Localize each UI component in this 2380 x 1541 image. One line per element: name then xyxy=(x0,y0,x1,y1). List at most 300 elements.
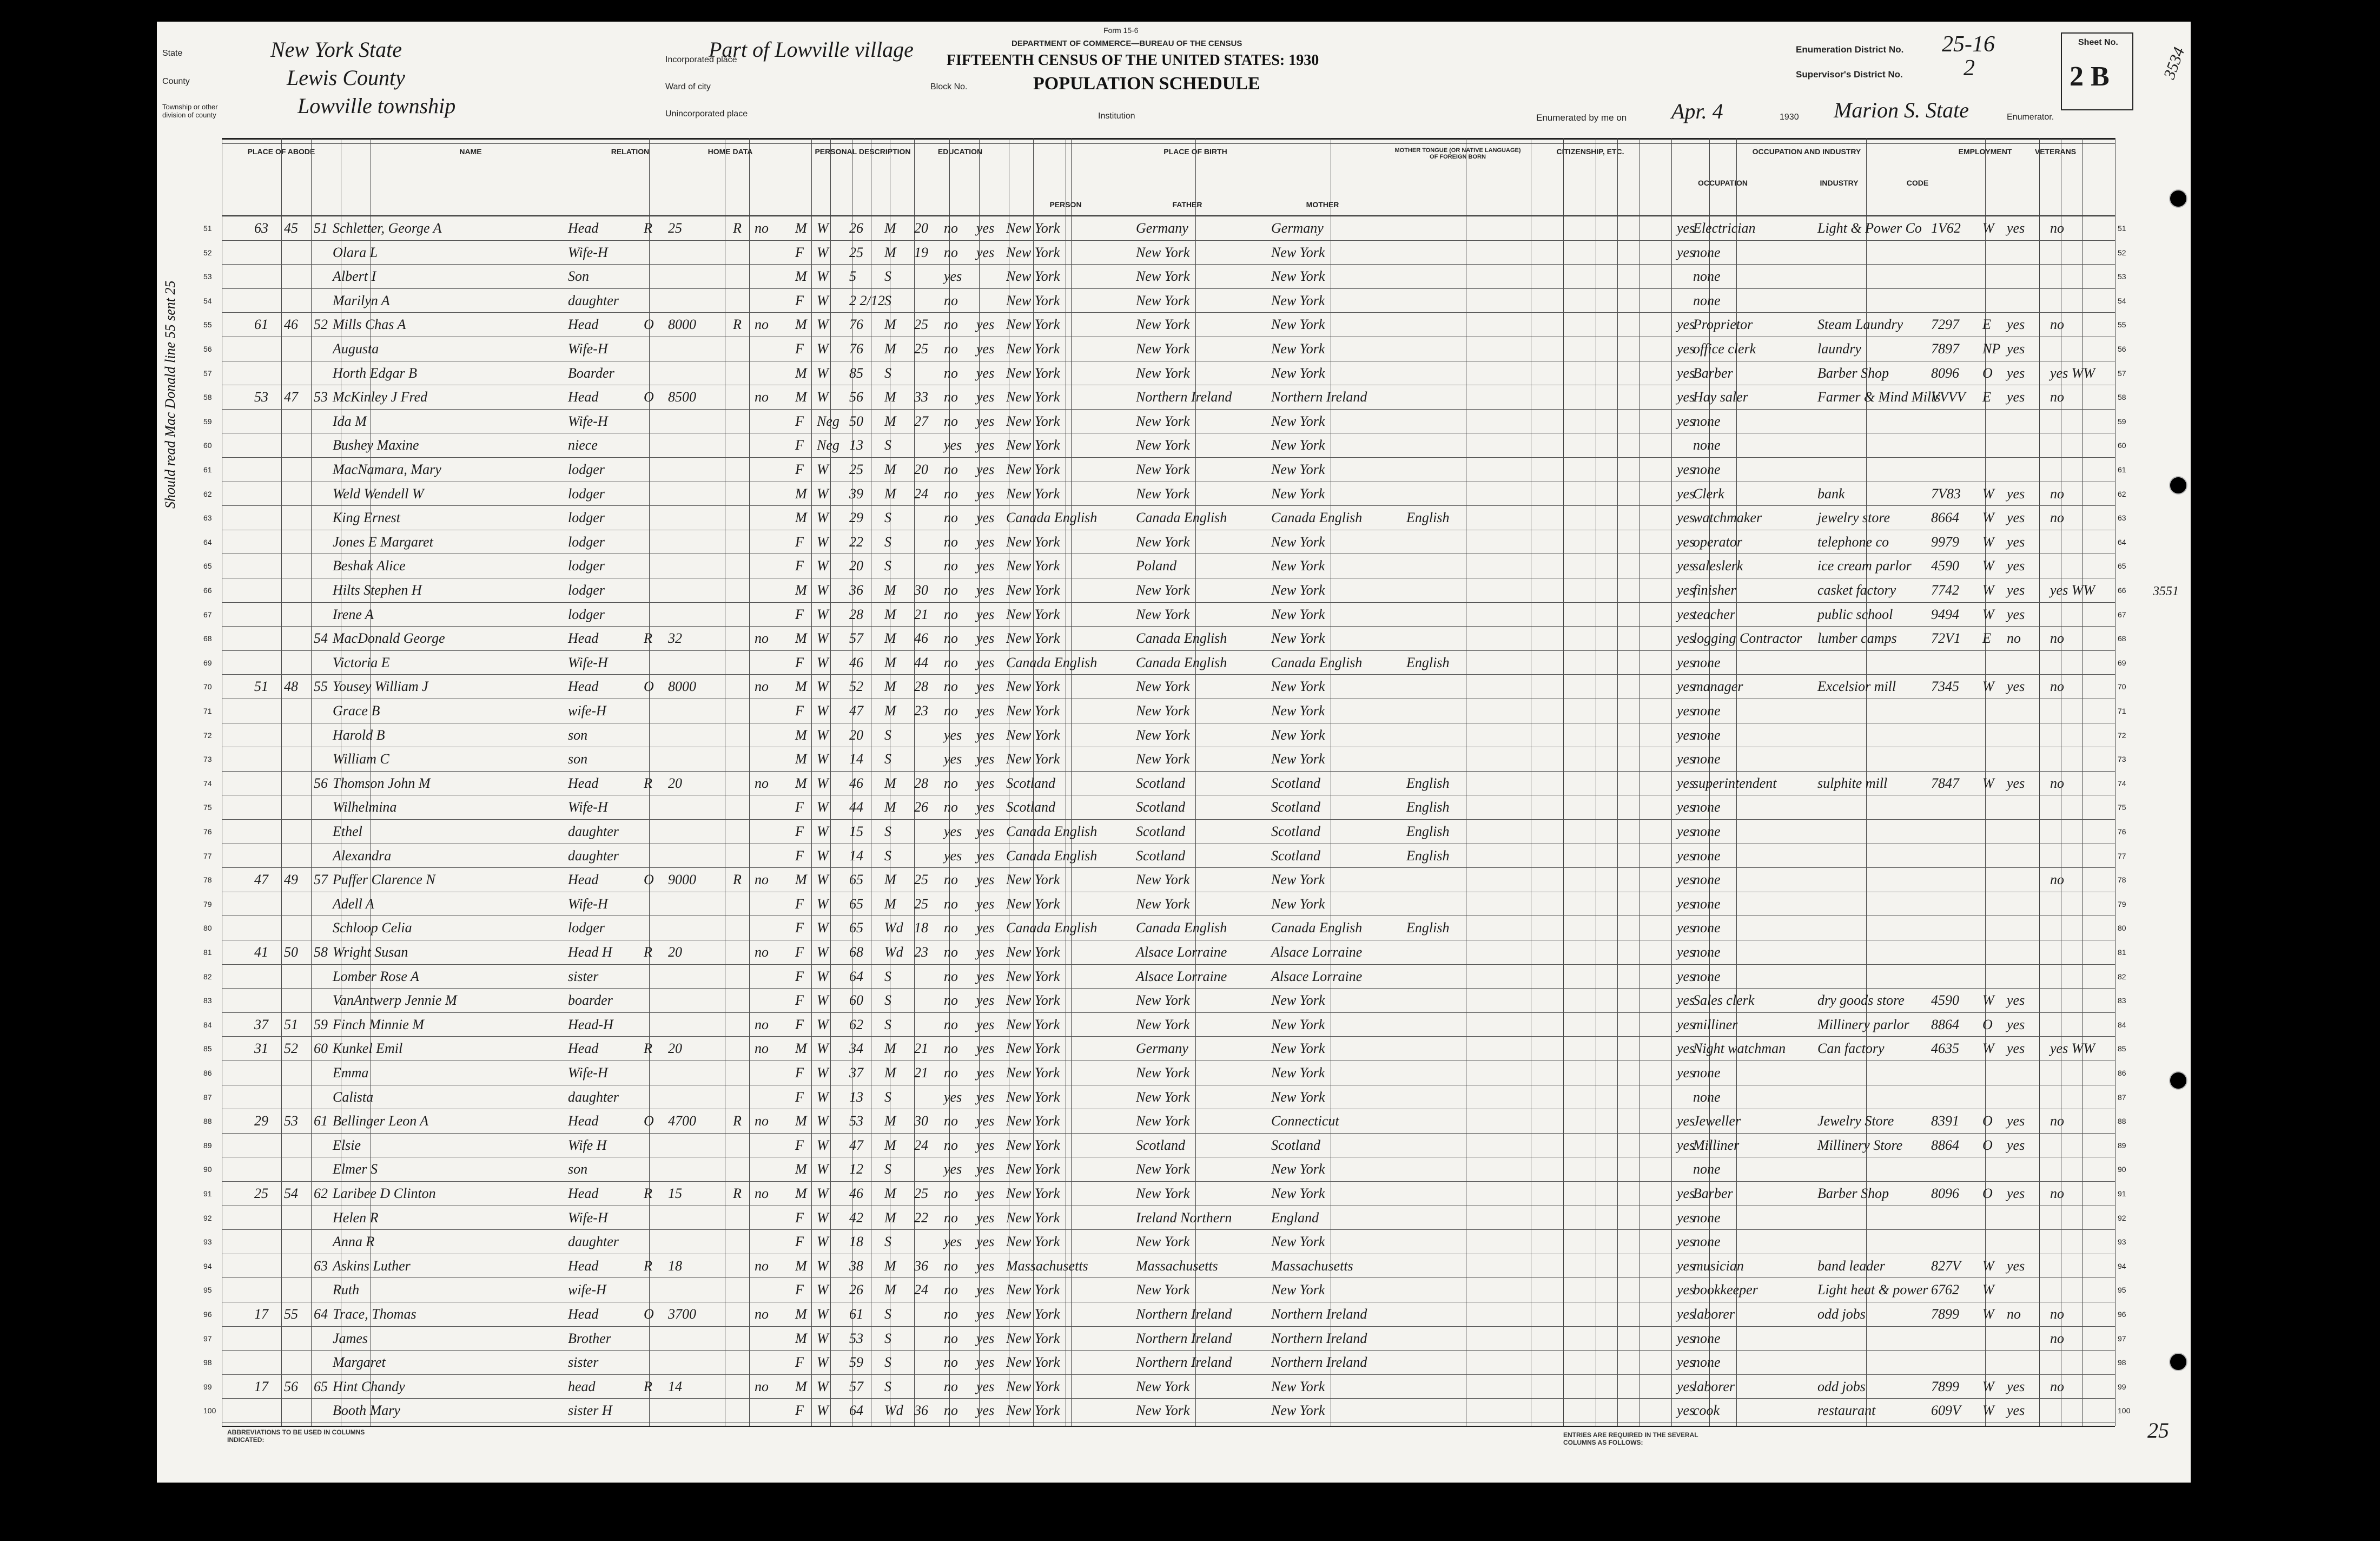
cell-house xyxy=(254,820,281,844)
cell-age-married xyxy=(914,820,941,844)
cell-marital: M xyxy=(884,630,896,647)
table-row xyxy=(203,578,2126,603)
cell-dwelling xyxy=(284,578,311,603)
cell-relation: Head xyxy=(568,1186,599,1201)
table-row xyxy=(203,1157,2126,1182)
cell-value xyxy=(668,433,728,458)
cell-house xyxy=(254,747,281,772)
cell-sex: F xyxy=(795,847,804,864)
cell-value xyxy=(668,410,728,434)
cell-name: Alexandra xyxy=(333,847,392,864)
cell-marital: M xyxy=(884,799,896,815)
cell-tongue xyxy=(1406,554,1482,578)
cell-read: yes xyxy=(976,341,995,357)
cell-sex: M xyxy=(795,582,807,598)
cell-name: McKinley J Fred xyxy=(333,389,428,405)
cell-house xyxy=(254,1061,281,1085)
cell-work xyxy=(2007,699,2034,723)
cell-mother: New York xyxy=(1271,1161,1325,1177)
cell-industry: odd jobs xyxy=(1817,1378,1866,1394)
cell-mother: Germany xyxy=(1271,220,1324,236)
cell-industry: jewelry store xyxy=(1817,510,1890,526)
cell-vet xyxy=(2050,747,2110,772)
cell-farm xyxy=(755,603,782,627)
cell-house xyxy=(254,892,281,917)
cell-mother: Alsace Lorraine xyxy=(1271,968,1363,984)
line-number-right: 85 xyxy=(2118,1044,2126,1053)
cell-class xyxy=(1982,795,2004,820)
cell-farm: no xyxy=(755,1257,769,1274)
cell-family: 53 xyxy=(314,389,328,405)
cell-sex: F xyxy=(795,558,804,574)
cell-class xyxy=(1982,1157,2004,1182)
cell-radio xyxy=(733,1278,752,1302)
cell-code xyxy=(1931,844,1980,868)
cell-house xyxy=(254,265,281,289)
cell-tenure xyxy=(644,1206,665,1230)
cell-dwelling xyxy=(284,458,311,482)
cell-tongue xyxy=(1406,578,1482,603)
table-row xyxy=(203,265,2126,289)
cell-marital: M xyxy=(884,654,896,670)
table-row xyxy=(203,1182,2126,1206)
cell-value xyxy=(668,530,728,555)
cell-code: 4590 xyxy=(1931,992,1959,1009)
cell-radio xyxy=(733,1351,752,1375)
cell-sex: F xyxy=(795,1354,804,1371)
cell-father: New York xyxy=(1136,341,1190,357)
cell-house xyxy=(254,554,281,578)
cell-age-married: 30 xyxy=(914,582,928,598)
cell-relation: Wife-H xyxy=(568,1209,608,1226)
cell-family: 54 xyxy=(314,630,328,647)
cell-school: no xyxy=(944,654,958,670)
cell-relation: Head xyxy=(568,389,599,405)
cell-english: yes xyxy=(1677,968,1695,984)
cell-father: Alsace Lorraine xyxy=(1136,968,1227,984)
cell-farm xyxy=(755,482,782,506)
cell-age-married: 27 xyxy=(914,413,928,429)
cell-birth: New York xyxy=(1006,992,1060,1009)
cell-age: 68 xyxy=(849,944,863,960)
cell-birth: New York xyxy=(1006,365,1060,381)
line-number-right: 92 xyxy=(2118,1213,2126,1222)
cell-house xyxy=(254,651,281,675)
cell-radio xyxy=(733,1327,752,1351)
cell-value: 14 xyxy=(668,1378,682,1394)
cell-marital: S xyxy=(884,558,891,574)
cell-name: MacDonald George xyxy=(333,630,445,647)
cell-race: W xyxy=(817,244,829,260)
cell-age: 65 xyxy=(849,872,863,888)
cell-father: New York xyxy=(1136,413,1190,429)
cell-class: O xyxy=(1982,1137,1993,1153)
cell-english: yes xyxy=(1677,1378,1695,1394)
cell-english: yes xyxy=(1677,872,1695,888)
cell-radio xyxy=(733,506,752,530)
cell-mother: New York xyxy=(1271,437,1325,453)
cell-age-married: 36 xyxy=(914,1257,928,1274)
cell-dwelling: 52 xyxy=(284,1040,298,1057)
cell-code: 9979 xyxy=(1931,534,1959,550)
cell-vet xyxy=(2050,989,2110,1013)
cell-code xyxy=(1931,1230,1980,1254)
cell-value xyxy=(668,844,728,868)
cell-english: yes xyxy=(1677,1354,1695,1371)
margin-note: Should read Mac Donald line 55 sent 25 xyxy=(162,280,178,509)
line-number-right: 67 xyxy=(2118,610,2126,619)
cell-sex: M xyxy=(795,1113,807,1129)
cell-relation: Head xyxy=(568,1257,599,1274)
cell-relation: lodger xyxy=(568,462,605,477)
cell-mother: New York xyxy=(1271,582,1325,598)
line-number-right: 99 xyxy=(2118,1382,2126,1391)
cell-tongue xyxy=(1406,385,1482,410)
cell-vet xyxy=(2050,1278,2110,1302)
enumeration-year: 1930 xyxy=(1780,113,1799,122)
cell-tenure xyxy=(644,989,665,1013)
cell-dwelling xyxy=(284,1278,311,1302)
supervisor-district-value: 2 xyxy=(1964,56,1975,81)
cell-vet xyxy=(2050,1061,2110,1085)
cell-relation: Head xyxy=(568,1306,599,1322)
line-number-right: 93 xyxy=(2118,1237,2126,1247)
cell-industry xyxy=(1817,965,1926,989)
cell-sex: F xyxy=(795,799,804,815)
industry-sub-header: INDUSTRY xyxy=(1820,179,1859,187)
cell-tenure xyxy=(644,289,665,313)
cell-house: 47 xyxy=(254,872,268,888)
cell-code: VVVV xyxy=(1931,389,1966,405)
cell-father: New York xyxy=(1136,1089,1190,1105)
township-label: Township or other division of county xyxy=(162,103,218,119)
cell-industry: Can factory xyxy=(1817,1040,1885,1057)
cell-dwelling xyxy=(284,772,311,796)
line-number-right: 84 xyxy=(2118,1020,2126,1029)
cell-dwelling: 56 xyxy=(284,1378,298,1394)
table-row xyxy=(203,723,2126,748)
table-row xyxy=(203,506,2126,530)
cell-class xyxy=(1982,1327,2004,1351)
cell-race: W xyxy=(817,799,829,815)
cell-work: yes xyxy=(2007,220,2025,236)
cell-code: 7V83 xyxy=(1931,485,1961,502)
cell-work xyxy=(2007,916,2034,940)
cell-farm xyxy=(755,410,782,434)
cell-industry xyxy=(1817,892,1926,917)
cell-work: yes xyxy=(2007,606,2025,622)
cell-work xyxy=(2007,795,2034,820)
cell-house xyxy=(254,1327,281,1351)
cell-age-married xyxy=(914,289,941,313)
cell-name: William C xyxy=(333,751,389,767)
cell-dwelling xyxy=(284,265,311,289)
cell-mother: New York xyxy=(1271,365,1325,381)
state-value: New York State xyxy=(270,37,402,62)
cell-farm xyxy=(755,554,782,578)
cell-name: Schletter, George A xyxy=(333,220,442,236)
cell-age: 64 xyxy=(849,968,863,984)
cell-vet: no xyxy=(2050,1330,2064,1346)
cell-vet xyxy=(2050,1230,2110,1254)
cell-sex: F xyxy=(795,944,804,960)
cell-marital: S xyxy=(884,437,891,453)
cell-age-married: 44 xyxy=(914,654,928,670)
cell-birth: New York xyxy=(1006,1113,1060,1129)
binder-hole xyxy=(2169,1353,2187,1371)
cell-father: New York xyxy=(1136,437,1190,453)
cell-code xyxy=(1931,1061,1980,1085)
cell-work xyxy=(2007,458,2034,482)
cell-house: 41 xyxy=(254,944,268,960)
cell-class: O xyxy=(1982,365,1993,381)
table-row xyxy=(203,965,2126,989)
table-row xyxy=(203,844,2126,868)
cell-radio xyxy=(733,337,752,361)
cell-father: New York xyxy=(1136,244,1190,260)
cell-class xyxy=(1982,699,2004,723)
cell-house xyxy=(254,699,281,723)
cell-tenure xyxy=(644,1085,665,1110)
cell-name: Elmer S xyxy=(333,1161,378,1177)
cell-industry xyxy=(1817,1061,1926,1085)
table-row xyxy=(203,1037,2126,1061)
cell-name: Adell A xyxy=(333,895,374,912)
table-row xyxy=(203,1302,2126,1327)
cell-tenure xyxy=(644,1157,665,1182)
cell-sex: F xyxy=(795,1065,804,1081)
cell-house xyxy=(254,1157,281,1182)
line-number: 56 xyxy=(203,345,212,353)
cell-english: yes xyxy=(1677,944,1695,960)
cell-relation: Head H xyxy=(568,944,612,960)
cell-tongue: English xyxy=(1406,510,1450,526)
cell-sex: F xyxy=(795,920,804,936)
table-row xyxy=(203,868,2126,892)
cell-farm xyxy=(755,506,782,530)
cell-dwelling xyxy=(284,1206,311,1230)
cell-school: no xyxy=(944,606,958,622)
sheet-number-box xyxy=(2061,32,2133,110)
cell-work: yes xyxy=(2007,510,2025,526)
line-number: 95 xyxy=(203,1286,212,1295)
cell-school: no xyxy=(944,510,958,526)
cell-marital: M xyxy=(884,582,896,598)
cell-work: no xyxy=(2007,1306,2021,1322)
form-number: Form 15-6 xyxy=(1103,26,1139,35)
cell-occupation: bookkeeper xyxy=(1693,1282,1758,1298)
line-number: 73 xyxy=(203,755,212,764)
cell-relation: Head xyxy=(568,220,599,236)
cell-age: 53 xyxy=(849,1330,863,1346)
cell-vet xyxy=(2050,1399,2110,1423)
cell-tongue xyxy=(1406,989,1482,1013)
cell-industry xyxy=(1817,265,1926,289)
cell-radio xyxy=(733,699,752,723)
table-row xyxy=(203,1109,2126,1134)
cell-mother: New York xyxy=(1271,703,1325,719)
cell-radio xyxy=(733,265,752,289)
cell-name: Ethel xyxy=(333,824,362,839)
enumerator-name: Marion S. State xyxy=(1834,98,1969,122)
cell-dwelling xyxy=(284,651,311,675)
cell-marital: Wd xyxy=(884,920,903,936)
cell-english: yes xyxy=(1677,824,1695,839)
cell-tongue xyxy=(1406,627,1482,651)
cell-dwelling: 45 xyxy=(284,220,298,236)
cell-name: Beshak Alice xyxy=(333,558,406,574)
cell-occupation: Jeweller xyxy=(1693,1113,1741,1129)
sheet-number-value: 2 B xyxy=(2070,61,2110,92)
cell-english: yes xyxy=(1677,220,1695,236)
cell-school: no xyxy=(944,558,958,574)
cell-class: W xyxy=(1982,992,1994,1009)
cell-farm xyxy=(755,1327,782,1351)
line-number-right: 79 xyxy=(2118,899,2126,908)
cell-age-married: 24 xyxy=(914,485,928,502)
cell-dwelling xyxy=(284,530,311,555)
cell-relation: son xyxy=(568,751,588,767)
cell-work xyxy=(2007,1157,2034,1182)
cell-farm xyxy=(755,1085,782,1110)
cell-mother: New York xyxy=(1271,679,1325,695)
cell-house xyxy=(254,458,281,482)
cell-read: yes xyxy=(976,1306,995,1322)
cell-age-married: 24 xyxy=(914,1282,928,1298)
line-number-right: 74 xyxy=(2118,779,2126,788)
cell-tenure xyxy=(644,482,665,506)
cell-tenure xyxy=(644,1134,665,1158)
table-row xyxy=(203,940,2126,965)
cell-age: 28 xyxy=(849,606,863,622)
institution-label: Institution xyxy=(1098,111,1135,121)
cell-read: yes xyxy=(976,751,995,767)
cell-age-married: 25 xyxy=(914,895,928,912)
cell-sex: F xyxy=(795,462,804,477)
cell-dwelling xyxy=(284,1254,311,1279)
cell-read: yes xyxy=(976,534,995,550)
cell-school: no xyxy=(944,1016,958,1032)
cell-tongue xyxy=(1406,1302,1482,1327)
cell-race: W xyxy=(817,630,829,647)
cell-radio xyxy=(733,1013,752,1037)
cell-tongue xyxy=(1406,361,1482,386)
cell-radio xyxy=(733,965,752,989)
line-number-right: 65 xyxy=(2118,562,2126,571)
cell-relation: Son xyxy=(568,268,589,285)
cell-value xyxy=(668,1085,728,1110)
cell-father: Germany xyxy=(1136,220,1188,236)
cell-work xyxy=(2007,1230,2034,1254)
cell-work xyxy=(2007,289,2034,313)
cell-read: yes xyxy=(976,1137,995,1153)
cell-tongue xyxy=(1406,1278,1482,1302)
cell-birth: Scotland xyxy=(1006,799,1055,815)
cell-name: Jones E Margaret xyxy=(333,534,433,550)
cell-english: yes xyxy=(1677,1040,1695,1057)
cell-work: yes xyxy=(2007,1040,2025,1057)
cell-work: yes xyxy=(2007,365,2025,381)
cell-english: yes xyxy=(1677,751,1695,767)
cell-radio xyxy=(733,723,752,748)
cell-vet: no xyxy=(2050,317,2064,333)
cell-class xyxy=(1982,1206,2004,1230)
cell-age-married: 30 xyxy=(914,1113,928,1129)
enumeration-district-value: 25-16 xyxy=(1942,32,1995,57)
cell-birth: New York xyxy=(1006,1378,1060,1394)
cell-race: W xyxy=(817,1234,829,1250)
block-label: Block No. xyxy=(930,82,968,91)
cell-dwelling xyxy=(284,795,311,820)
cell-english: yes xyxy=(1677,485,1695,502)
cell-birth: New York xyxy=(1006,1330,1060,1346)
cell-birth: New York xyxy=(1006,1040,1060,1057)
cell-marital: S xyxy=(884,510,891,526)
cell-birth: New York xyxy=(1006,1065,1060,1081)
cell-mother: New York xyxy=(1271,1089,1325,1105)
cell-marital: S xyxy=(884,292,891,308)
cell-father: New York xyxy=(1136,727,1190,743)
cell-industry: Steam Laundry xyxy=(1817,317,1903,333)
cell-age-married: 28 xyxy=(914,679,928,695)
line-number-right: 87 xyxy=(2118,1092,2126,1102)
cell-school: yes xyxy=(944,437,962,453)
cell-race: W xyxy=(817,1306,829,1322)
cell-occupation: none xyxy=(1693,1354,1721,1371)
cell-house: 29 xyxy=(254,1113,268,1129)
cell-work xyxy=(2007,868,2034,892)
line-number: 78 xyxy=(203,875,212,885)
cell-industry xyxy=(1817,1230,1926,1254)
cell-father: New York xyxy=(1136,1065,1190,1081)
line-number-right: 68 xyxy=(2118,634,2126,643)
cell-tenure: R xyxy=(644,630,652,647)
cell-birth: New York xyxy=(1006,1234,1060,1250)
cell-name: Thomson John M xyxy=(333,775,431,791)
cell-father: Canada English xyxy=(1136,510,1227,526)
cell-age-married: 19 xyxy=(914,244,928,260)
cell-code xyxy=(1931,1327,1980,1351)
cell-relation: daughter xyxy=(568,847,619,864)
cell-marital: S xyxy=(884,268,891,285)
cell-age: 26 xyxy=(849,1282,863,1298)
cell-sex: F xyxy=(795,968,804,984)
cell-work: yes xyxy=(2007,389,2025,405)
table-row xyxy=(203,1254,2126,1279)
cell-age-married: 26 xyxy=(914,799,928,815)
cell-occupation: none xyxy=(1693,751,1721,767)
table-row xyxy=(203,747,2126,772)
cell-farm: no xyxy=(755,1378,769,1394)
cell-race: W xyxy=(817,751,829,767)
cell-school: no xyxy=(944,317,958,333)
cell-dwelling: 48 xyxy=(284,679,298,695)
cell-tongue xyxy=(1406,723,1482,748)
line-number-right: 78 xyxy=(2118,875,2126,885)
cell-read: yes xyxy=(976,437,995,453)
cell-class: O xyxy=(1982,1186,1993,1201)
cell-race: W xyxy=(817,510,829,526)
cell-code xyxy=(1931,916,1980,940)
section-education: EDUCATION xyxy=(937,147,983,156)
page-mark: 25 xyxy=(2147,1418,2169,1443)
county-label: County xyxy=(162,77,190,86)
cell-farm xyxy=(755,337,782,361)
cell-value xyxy=(668,1134,728,1158)
cell-value xyxy=(668,361,728,386)
cell-occupation: none xyxy=(1693,872,1721,888)
cell-mother: New York xyxy=(1271,558,1325,574)
